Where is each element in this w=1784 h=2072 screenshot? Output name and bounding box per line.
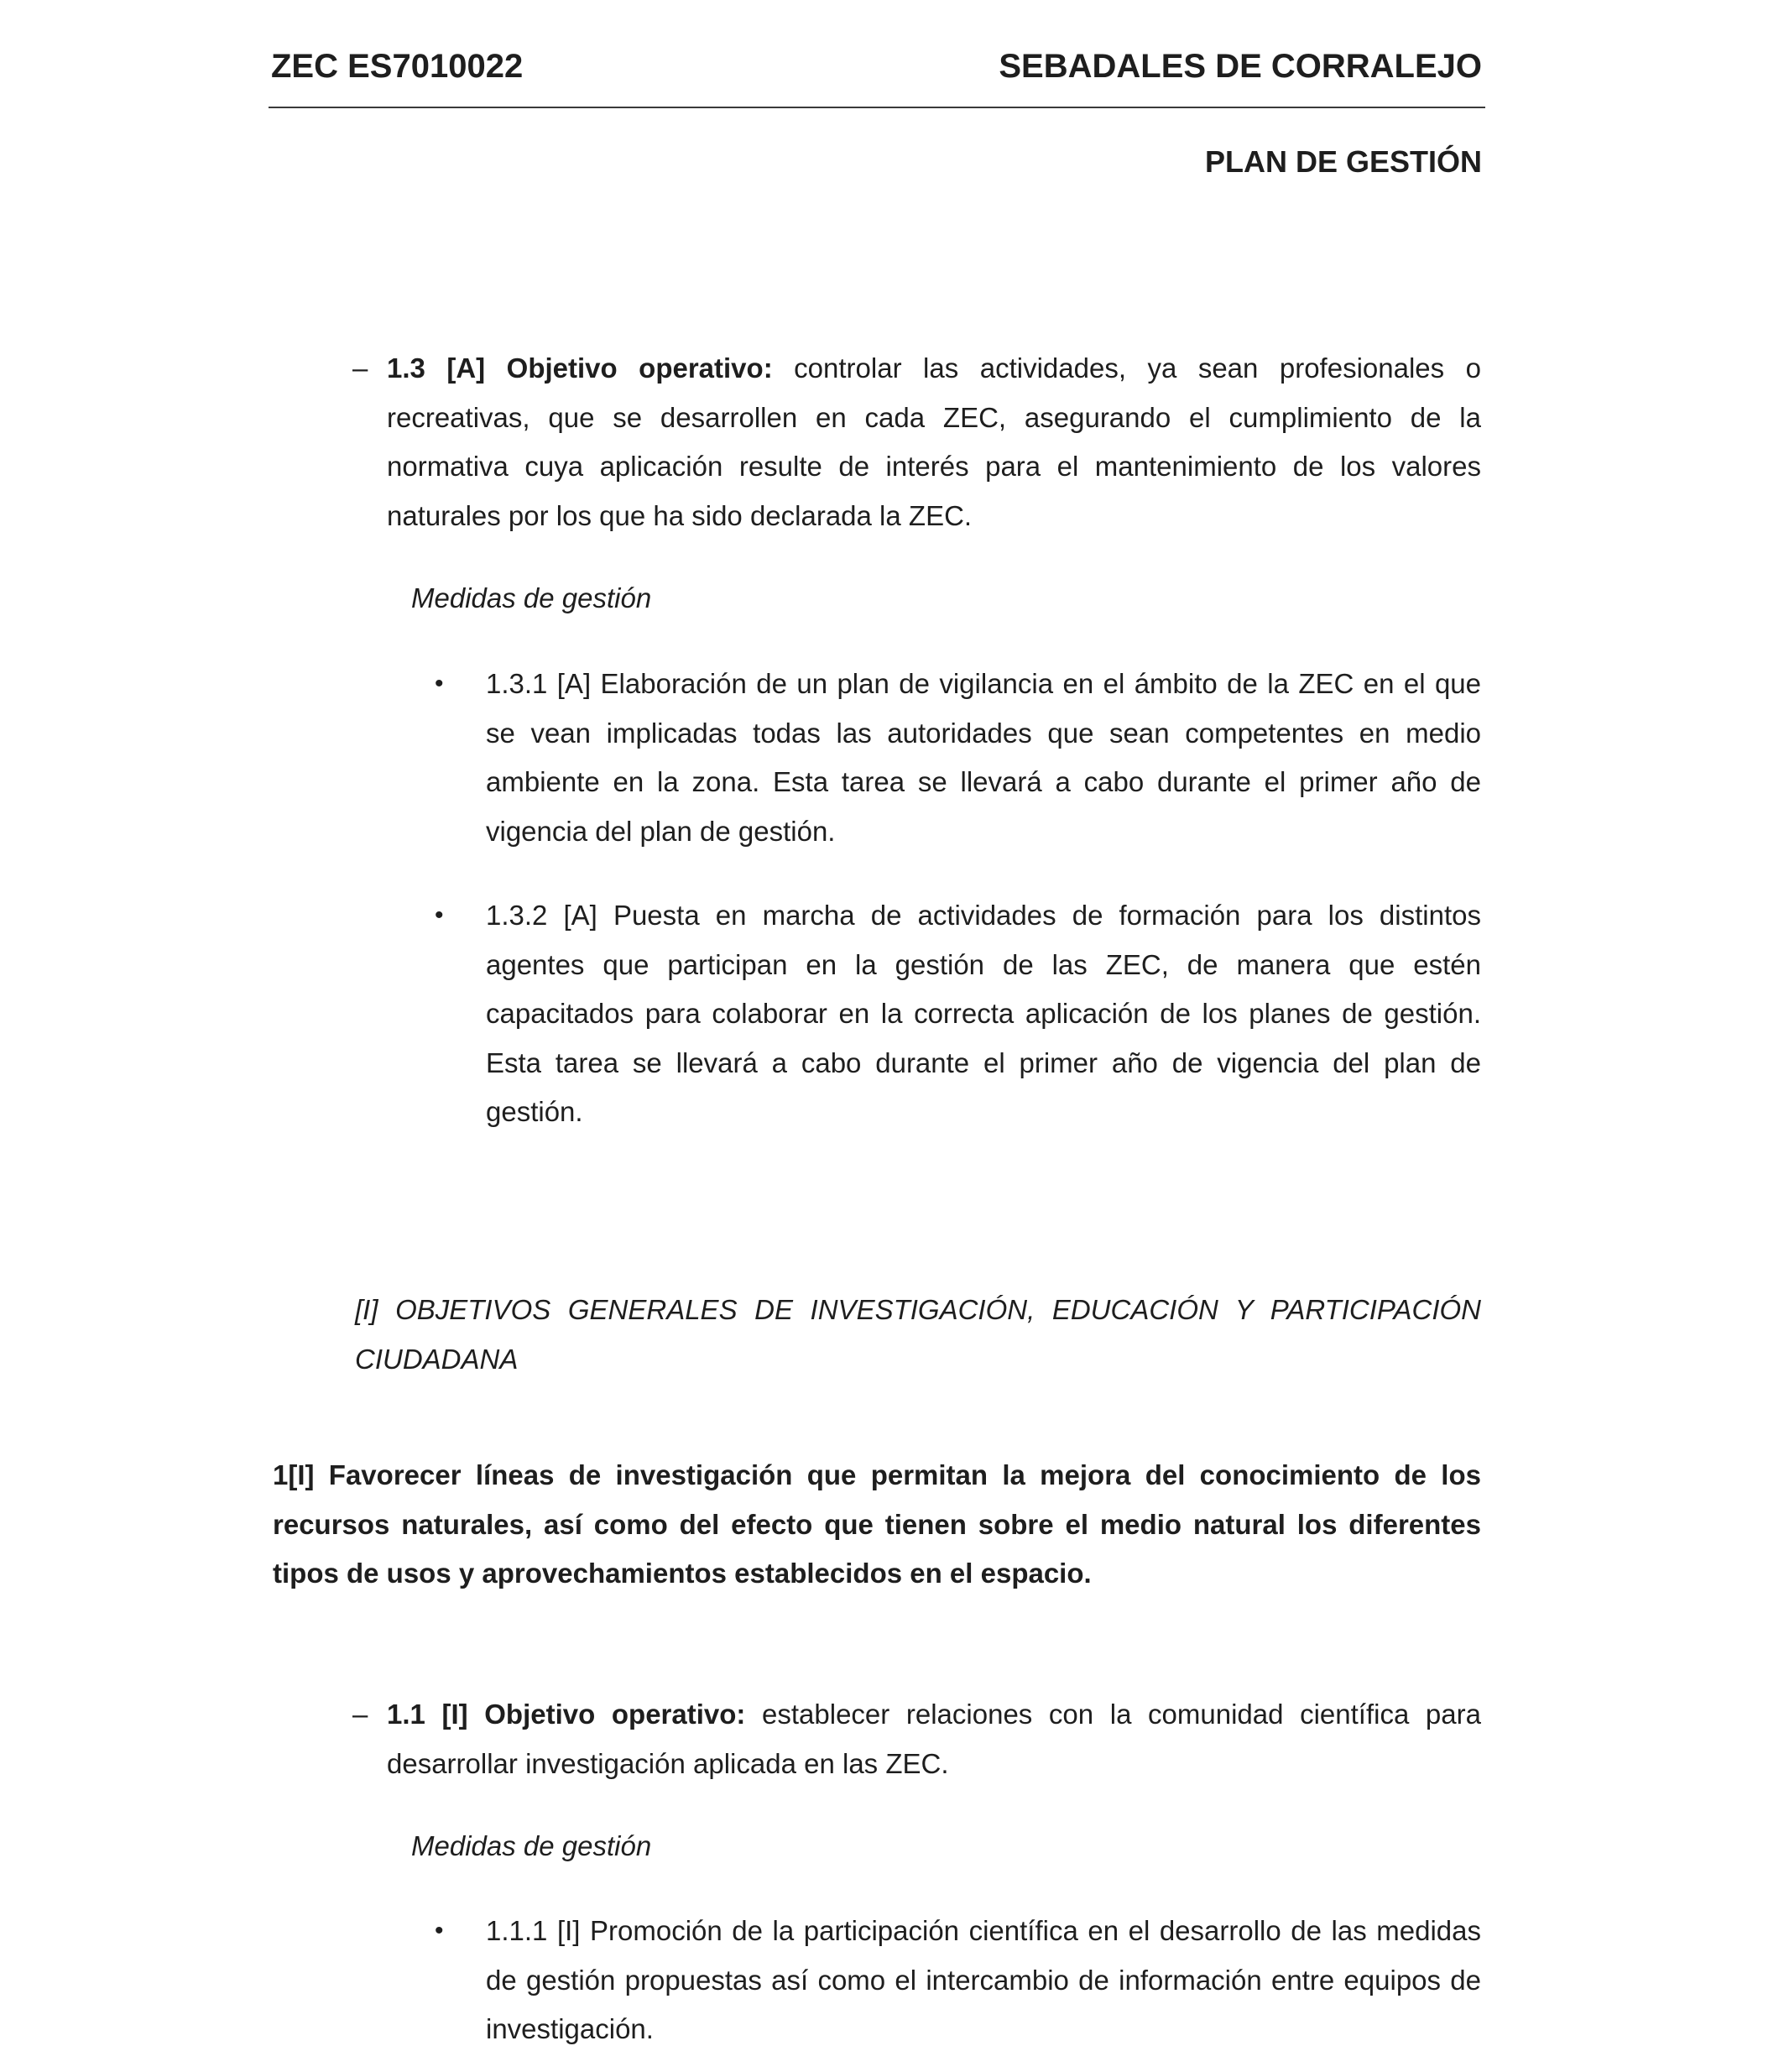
measure-1-3-1: 1.3.1 [A] Elaboración de un plan de vigilancia en el ámbito de la ZEC en el que se vean implicadas todas las autoridades que sean competentes en medio ambiente en la zona. Esta tarea se llevará a cabo durante el primer año de vigencia del plan de gestión. — [486, 668, 1481, 847]
header-divider — [269, 107, 1485, 108]
objective-label: 1.1 [I] Objetivo operativo: — [387, 1699, 746, 1730]
dash-marker: – — [352, 352, 368, 384]
measures-heading: Medidas de gestión — [411, 582, 652, 613]
header-site-name: SEBADALES DE CORRALEJO — [999, 48, 1482, 85]
operational-objective-1-1 — [387, 1690, 1481, 1788]
objective-text: controlar las actividades, ya sean profesionales o recreativas, que se desarrollen en cada ZEC, asegurando el cumplimiento de la normativa cuya aplicación resulte de interés para el mantenimiento de los valores naturales por los que ha sido declarada la ZEC. — [387, 352, 1481, 531]
measures-heading: Medidas de gestión — [411, 1830, 652, 1861]
dash-marker: – — [352, 1699, 368, 1730]
objective-text: establecer relaciones con la comunidad científica para desarrollar investigación aplicada en las ZEC. — [387, 1699, 1481, 1779]
bullet-marker: • — [435, 1917, 444, 1944]
bullet-marker: • — [435, 670, 444, 697]
measure-1-3-2: 1.3.2 [A] Puesta en marcha de actividades de formación para los distintos agentes que participan en la gestión de las ZEC, de manera que estén capacitados para colaborar en la correcta aplicación de los planes de gestión. Esta tarea se llevará a cabo durante el primer año de vigencia del plan de gestión. — [486, 900, 1481, 1127]
header-site-code: ZEC ES7010022 — [271, 48, 524, 85]
general-objective-1: 1[I] Favorecer líneas de investigación que permitan la mejora del conocimiento de los recursos naturales, así como del efecto que tienen sobre el medio natural los diferentes tipos de usos y aprovechamientos establecidos en el espacio. — [273, 1459, 1481, 1589]
bullet-marker: • — [435, 901, 444, 929]
operational-objective-1-3 — [387, 344, 1481, 540]
header-subtitle: PLAN DE GESTIÓN — [1204, 144, 1482, 179]
objective-label: 1.3 [A] Objetivo operativo: — [387, 352, 773, 384]
measure-1-1-1: 1.1.1 [I] Promoción de la participación científica en el desarrollo de las medidas de gestión propuestas así como el intercambio de información entre equipos de investigación. — [486, 1915, 1481, 2044]
general-objectives-heading: [I] OBJETIVOS GENERALES DE INVESTIGACIÓN, EDUCACIÓN Y PARTICIPACIÓN CIUDADANA — [355, 1294, 1481, 1375]
